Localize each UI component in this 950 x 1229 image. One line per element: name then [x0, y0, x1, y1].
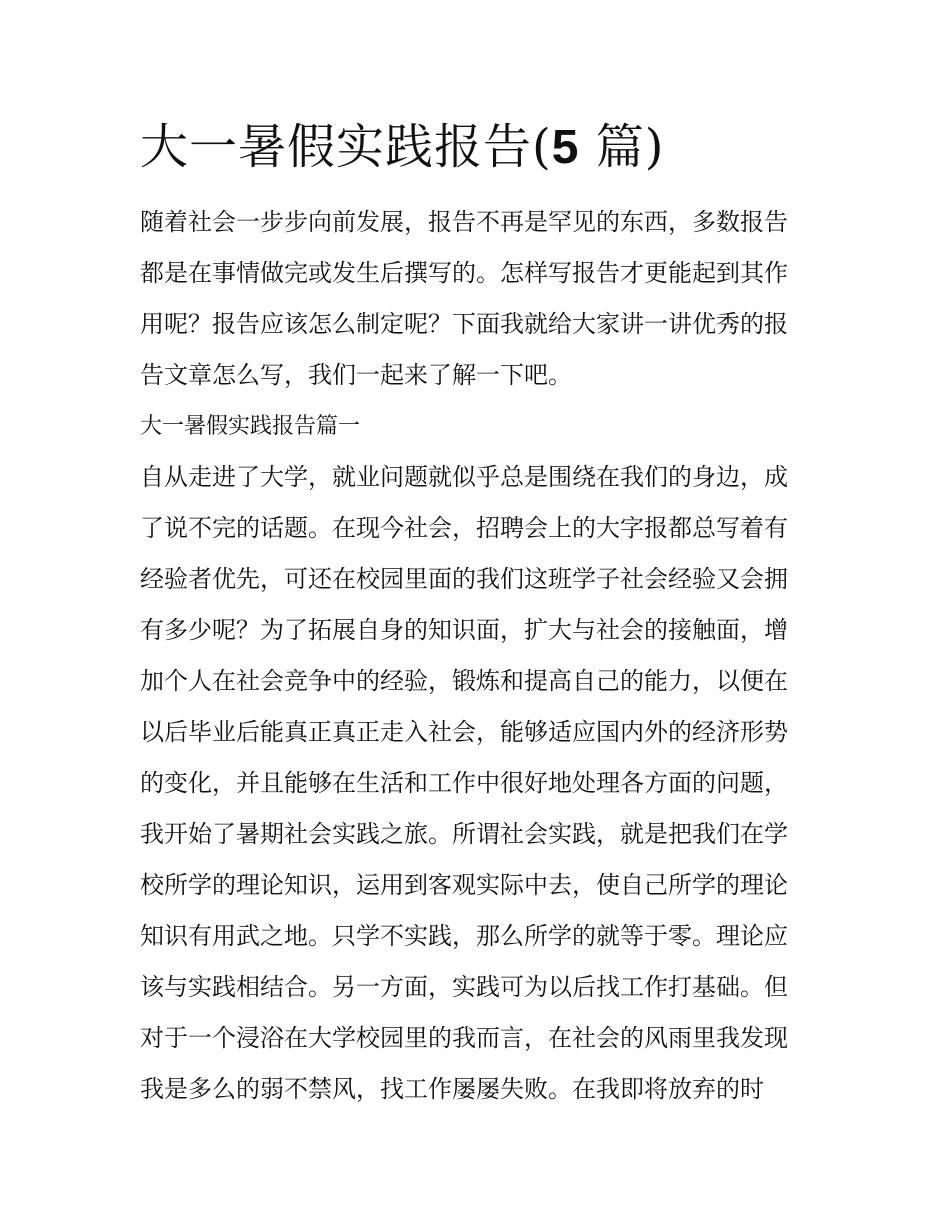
section-line: 加个人在社会竞争中的经验，锻炼和提高自己的能力，以便在: [140, 667, 788, 695]
section-heading: 大一暑假实践报告篇一: [140, 414, 361, 439]
title-prefix: 大一暑假实践报告(: [140, 119, 552, 175]
section-line: 的变化，并且能够在生活和工作中很好地处理各方面的问题，: [140, 769, 788, 797]
section-line: 我开始了暑期社会实践之旅。所谓社会实践，就是把我们在学: [140, 820, 788, 848]
intro-line: 用呢？报告应该怎么制定呢？下面我就给大家讲一讲优秀的报: [140, 310, 788, 338]
title-number: 5: [551, 121, 580, 174]
section-line: 校所学的理论知识，运用到客观实际中去，使自己所学的理论: [140, 871, 788, 899]
section-line: 对于一个浸浴在大学校园里的我而言，在社会的风雨里我发现: [140, 1024, 788, 1052]
section-line: 了说不完的话题。在现今社会，招聘会上的大字报都总写着有: [140, 514, 788, 542]
section-line: 我是多么的弱不禁风，找工作屡屡失败。在我即将放弃的时: [140, 1075, 764, 1103]
section-line: 有多少呢？为了拓展自身的知识面，扩大与社会的接触面，增: [140, 616, 788, 644]
section-line: 该与实践相结合。另一方面，实践可为以后找工作打基础。但: [140, 973, 788, 1001]
document-body: [140, 197, 820, 1115]
section-line: 自从走进了大学，就业问题就似乎总是围绕在我们的身边，成: [140, 463, 788, 491]
document-title: [140, 112, 664, 183]
section-line: 经验者优先，可还在校园里面的我们这班学子社会经验又会拥: [140, 565, 788, 593]
section-line: 以后毕业后能真正真正走入社会，能够适应国内外的经济形势: [140, 718, 788, 746]
intro-line: 都是在事情做完或发生后撰写的。怎样写报告才更能起到其作: [140, 259, 788, 287]
intro-line: 告文章怎么写，我们一起来了解一下吧。: [140, 361, 572, 389]
title-suffix: 篇): [579, 119, 665, 175]
intro-line: 随着社会一步步向前发展，报告不再是罕见的东西，多数报告: [140, 208, 788, 236]
section-line: 知识有用武之地。只学不实践，那么所学的就等于零。理论应: [140, 922, 788, 950]
